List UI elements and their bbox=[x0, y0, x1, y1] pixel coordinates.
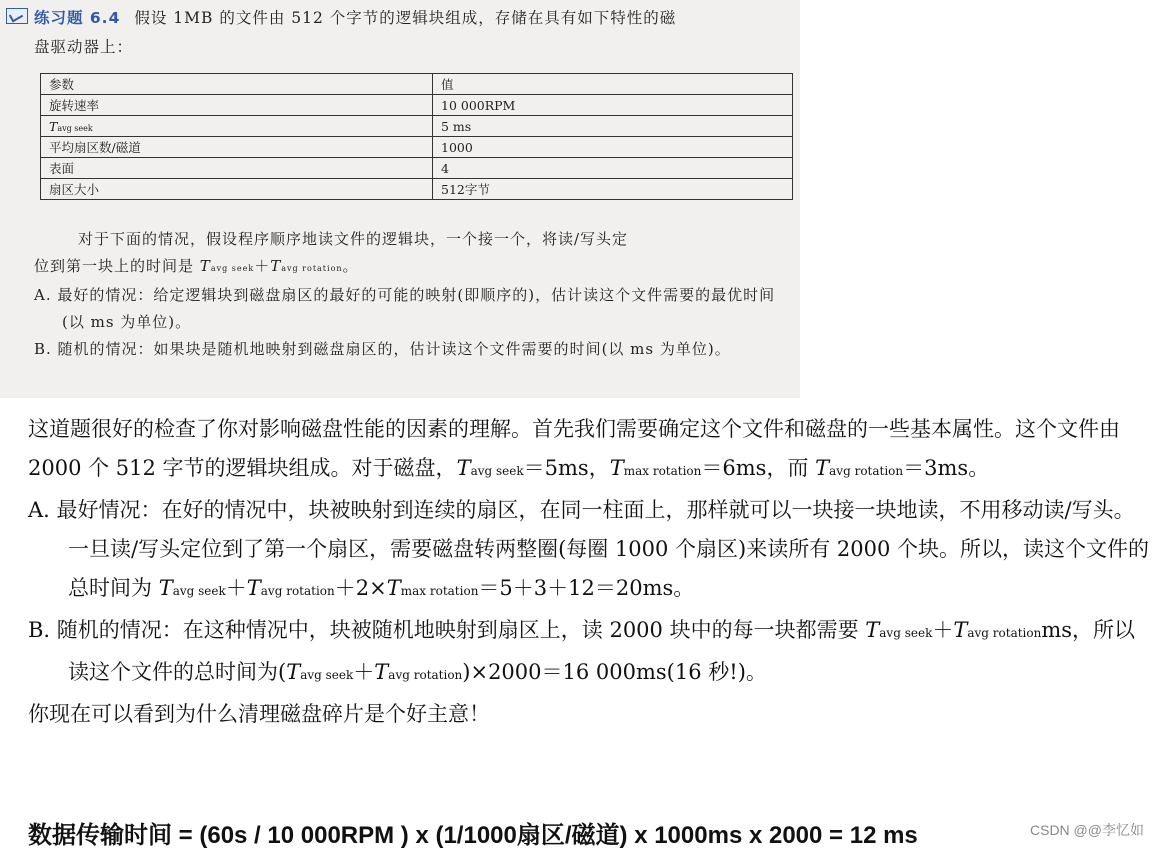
table-cell: 10 000RPM bbox=[433, 95, 793, 116]
answer-section bbox=[28, 410, 1153, 734]
intro-paragraph-cont: 位到第一块上的时间是 Tavg seek＋Tavg rotation。 bbox=[34, 257, 359, 275]
exercise-label: 练习题 6.4 bbox=[34, 9, 121, 27]
parameter-table bbox=[40, 73, 793, 200]
table-cell: 1000 bbox=[433, 137, 793, 158]
transfer-time-formula: 数据传输时间 = (60s / 10 000RPM ) x (1/1000扇区/磁道) x 1000ms x 2000 = 12 ms bbox=[28, 822, 918, 849]
answer-conclusion: 你现在可以看到为什么清理磁盘碎片是个好主意！ bbox=[28, 702, 490, 726]
table-cell: 平均扇区数/磁道 bbox=[41, 137, 433, 158]
table-row bbox=[41, 137, 793, 158]
table-cell: Tavg seek bbox=[41, 116, 433, 137]
part-a-question: A. 最好的情况：给定逻辑块到磁盘扇区的最好的可能的映射(即顺序的)，估计读这个文件需要的最优时间(以 ms 为单位)。 bbox=[34, 286, 776, 331]
table-cell: 512字节 bbox=[433, 179, 793, 200]
table-cell: 4 bbox=[433, 158, 793, 179]
answer-part-a: A. 最好情况：在好的情况中，块被映射到连续的扇区，在同一柱面上，那样就可以一块接一块地读，不用移动读/写头。一旦读/写头定位到了第一个扇区，需要磁盘转两整圈(每圈 1000 个扇区)来读所有 2000 个块。所以，读这个文件的总时间为 Tavg seek＋Tavg rotation＋2×Tmax rotation＝5＋3＋12＝20ms。 bbox=[28, 498, 1150, 600]
question-line2: 盘驱动器上： bbox=[34, 38, 134, 56]
answer-intro: 这道题很好的检查了你对影响磁盘性能的因素的理解。首先我们需要确定这个文件和磁盘的一些基本属性。这个文件由 2000 个 512 字节的逻辑块组成。对于磁盘，Tavg seek＝5ms，Tmax rotation＝6ms，而 Tavg rotation＝3ms。 bbox=[28, 417, 1120, 480]
table-row bbox=[41, 95, 793, 116]
textbook-scan bbox=[0, 0, 800, 398]
question-body bbox=[34, 226, 794, 363]
table-header-cell: 值 bbox=[433, 74, 793, 95]
table-header-cell: 参数 bbox=[41, 74, 433, 95]
table-row bbox=[41, 116, 793, 137]
watermark: CSDN @@李忆如 bbox=[1030, 822, 1144, 838]
table-row bbox=[41, 179, 793, 200]
table-cell: 扇区大小 bbox=[41, 179, 433, 200]
table-row bbox=[41, 158, 793, 179]
table-cell: 旋转速率 bbox=[41, 95, 433, 116]
part-b-question: B. 随机的情况：如果块是随机地映射到磁盘扇区的，估计读这个文件需要的时间(以 ms 为单位)。 bbox=[34, 340, 731, 358]
answer-part-b: B. 随机的情况：在这种情况中，块被随机地映射到扇区上，读 2000 块中的每一块都需要 Tavg seek＋Tavg rotationms，所以读这个文件的总时间为(Tavg seek＋Tavg rotation)×2000＝16 000ms(16 秒!)。 bbox=[28, 618, 1136, 684]
table-cell: 5 ms bbox=[433, 116, 793, 137]
table-cell: 表面 bbox=[41, 158, 433, 179]
exercise-icon bbox=[6, 8, 28, 24]
intro-paragraph: 对于下面的情况，假设程序顺序地读文件的逻辑块，一个接一个，将读/写头定 bbox=[78, 230, 629, 248]
question-line1: 假设 1MB 的文件由 512 个字节的逻辑块组成，存储在具有如下特性的磁 bbox=[134, 9, 677, 27]
question-header bbox=[6, 4, 796, 62]
table-header-row bbox=[41, 74, 793, 95]
